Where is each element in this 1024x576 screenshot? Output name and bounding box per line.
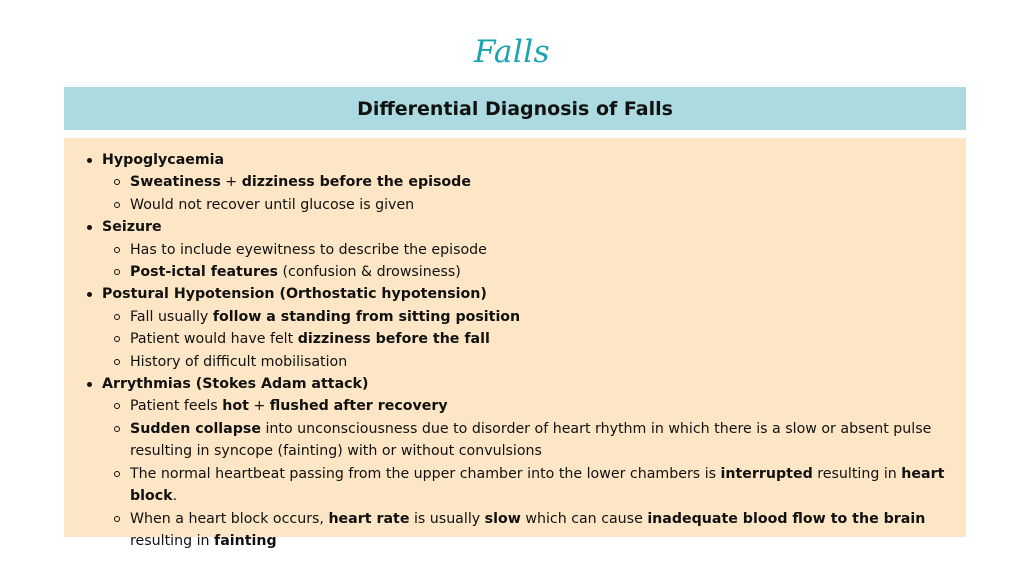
topic-heading: Postural Hypotension (Orthostatic hypotension) — [102, 286, 487, 303]
sub-bullet-list — [102, 306, 952, 373]
text-segment: Patient feels — [130, 398, 223, 415]
topic-item — [84, 216, 952, 283]
bold-text: inadequate blood flow to the brain — [647, 510, 926, 527]
sub-bullet-item — [102, 261, 952, 283]
bold-text: interrupted — [720, 465, 813, 482]
content-box — [64, 138, 966, 549]
slide-title: Falls — [473, 34, 551, 70]
section-header-title: Differential Diagnosis of Falls — [357, 97, 673, 120]
text-segment: + — [248, 398, 270, 415]
text-segment: Has to include eyewitness to describe the episode — [130, 241, 487, 258]
topic-heading: Arrythmias (Stokes Adam attack) — [102, 376, 369, 393]
bullet-list — [84, 149, 952, 552]
topic-heading: Hypoglycaemia — [102, 152, 225, 168]
bold-text: fainting — [214, 532, 277, 549]
sub-bullet-item — [102, 194, 952, 216]
sub-bullet-list — [102, 171, 952, 216]
bold-text: Post-ictal features — [130, 264, 279, 281]
sub-bullet-item — [102, 463, 952, 508]
text-segment: (confusion & drowsiness) — [278, 264, 461, 281]
text-segment: . — [172, 488, 178, 505]
bold-text: heart block — [130, 465, 945, 505]
text-segment: which can cause — [520, 510, 648, 527]
text-segment: History of difficult mobilisation — [130, 353, 348, 370]
sub-bullet-item — [102, 239, 952, 261]
bold-text: flushed after recovery — [269, 398, 448, 415]
sub-bullet-item — [102, 395, 952, 417]
text-segment: Would not recover until glucose is given — [130, 196, 415, 213]
text-segment: resulting in — [130, 532, 215, 549]
bold-text: follow a standing from sitting position — [212, 308, 521, 325]
sub-bullet-list — [102, 239, 952, 284]
topic-item — [84, 283, 952, 373]
bold-text: Sudden collapse — [130, 420, 261, 437]
topic-item — [84, 149, 952, 216]
section-header-bar — [64, 87, 966, 130]
sub-bullet-item — [102, 508, 952, 553]
text-segment: is usually — [409, 510, 485, 527]
text-segment: Patient would have felt — [130, 331, 298, 348]
sub-bullet-item — [102, 418, 952, 463]
text-segment: When a heart block occurs, — [130, 510, 329, 527]
text-segment: resulting in — [812, 465, 902, 482]
text-segment: into unconsciousness due to disorder of heart rhythm in which there is a slow or absent pulse resulting in syncope (fainting) with or without convulsions — [130, 420, 932, 460]
text-segment: The normal heartbeat passing from the upper chamber into the lower chambers is — [130, 465, 721, 482]
bold-text: dizziness before the episode — [241, 174, 471, 191]
topic-item — [84, 373, 952, 552]
text-segment: + — [220, 174, 242, 191]
bold-text: Sweatiness — [130, 174, 221, 191]
bold-text: slow — [484, 510, 521, 527]
sub-bullet-item — [102, 306, 952, 328]
bold-text: dizziness before the fall — [297, 331, 490, 348]
sub-bullet-item — [102, 171, 952, 193]
sub-bullet-item — [102, 328, 952, 350]
bold-text: hot — [222, 398, 249, 415]
bold-text: heart rate — [328, 510, 410, 527]
sub-bullet-item — [102, 351, 952, 373]
sub-bullet-list — [102, 395, 952, 552]
text-segment: Fall usually — [130, 308, 213, 325]
topic-heading: Seizure — [102, 219, 162, 236]
